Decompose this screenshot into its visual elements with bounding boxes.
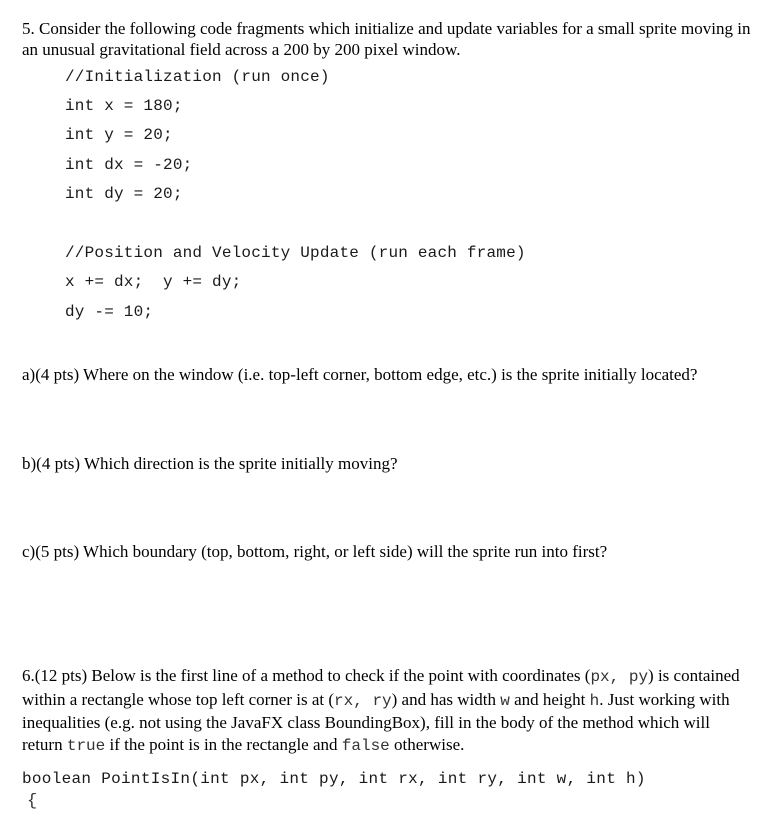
code-line: int y = 20; (65, 126, 173, 144)
question-5a: a)(4 pts) Where on the window (i.e. top-left corner, bottom edge, etc.) is the sprite initially located? (22, 365, 698, 384)
method-signature: boolean PointIsIn(int px, int py, int rx, int ry, int w, int h) (22, 770, 646, 788)
q6-text-part: . Just working with inequalities (e.g. not using the JavaFX class BoundingBox), fill in the body of the method which will return (22, 689, 730, 754)
q6-inline-code: false (341, 736, 390, 755)
q6-text-part: 6.(12 pts) Below is the first line of a method to check if the point with coordinates ( (22, 666, 591, 685)
question-5b: b)(4 pts) Which direction is the sprite initially moving? (22, 454, 398, 473)
q6-inline-code: h (589, 691, 600, 710)
q6-inline-code: w (500, 691, 510, 710)
q6-text-part: ) is contained within a rectangle whose top left corner is at ( (22, 666, 740, 709)
code-line: int x = 180; (65, 97, 183, 115)
code-line: //Initialization (run once) (65, 68, 330, 86)
q6-text-part: otherwise. (389, 734, 465, 754)
question-5-intro: 5. Consider the following code fragments which initialize and update variables for a small sprite moving in an unusual gravitational field across a 200 by 200 pixel window. (22, 19, 751, 59)
code-line: x += dx; y += dy; (65, 273, 242, 291)
q6-inline-code: px, py (590, 668, 649, 686)
code-line: int dx = -20; (65, 156, 193, 174)
code-line: int dy = 20; (65, 185, 183, 203)
question-6-text (22, 665, 750, 757)
q6-text-part: if the point is in the rectangle and (105, 734, 342, 754)
q6-text-part: ) and has width (391, 689, 501, 709)
question-5c: c)(5 pts) Which boundary (top, bottom, right, or left side) will the sprite run into first? (22, 542, 608, 561)
q6-text-part: and height (509, 689, 590, 709)
code-line: dy -= 10; (65, 303, 154, 321)
code-line: //Position and Velocity Update (run each frame) (65, 244, 526, 262)
q6-inline-code: rx, ry (334, 691, 392, 710)
q6-inline-code: true (66, 736, 106, 755)
open-brace: { (27, 792, 38, 811)
